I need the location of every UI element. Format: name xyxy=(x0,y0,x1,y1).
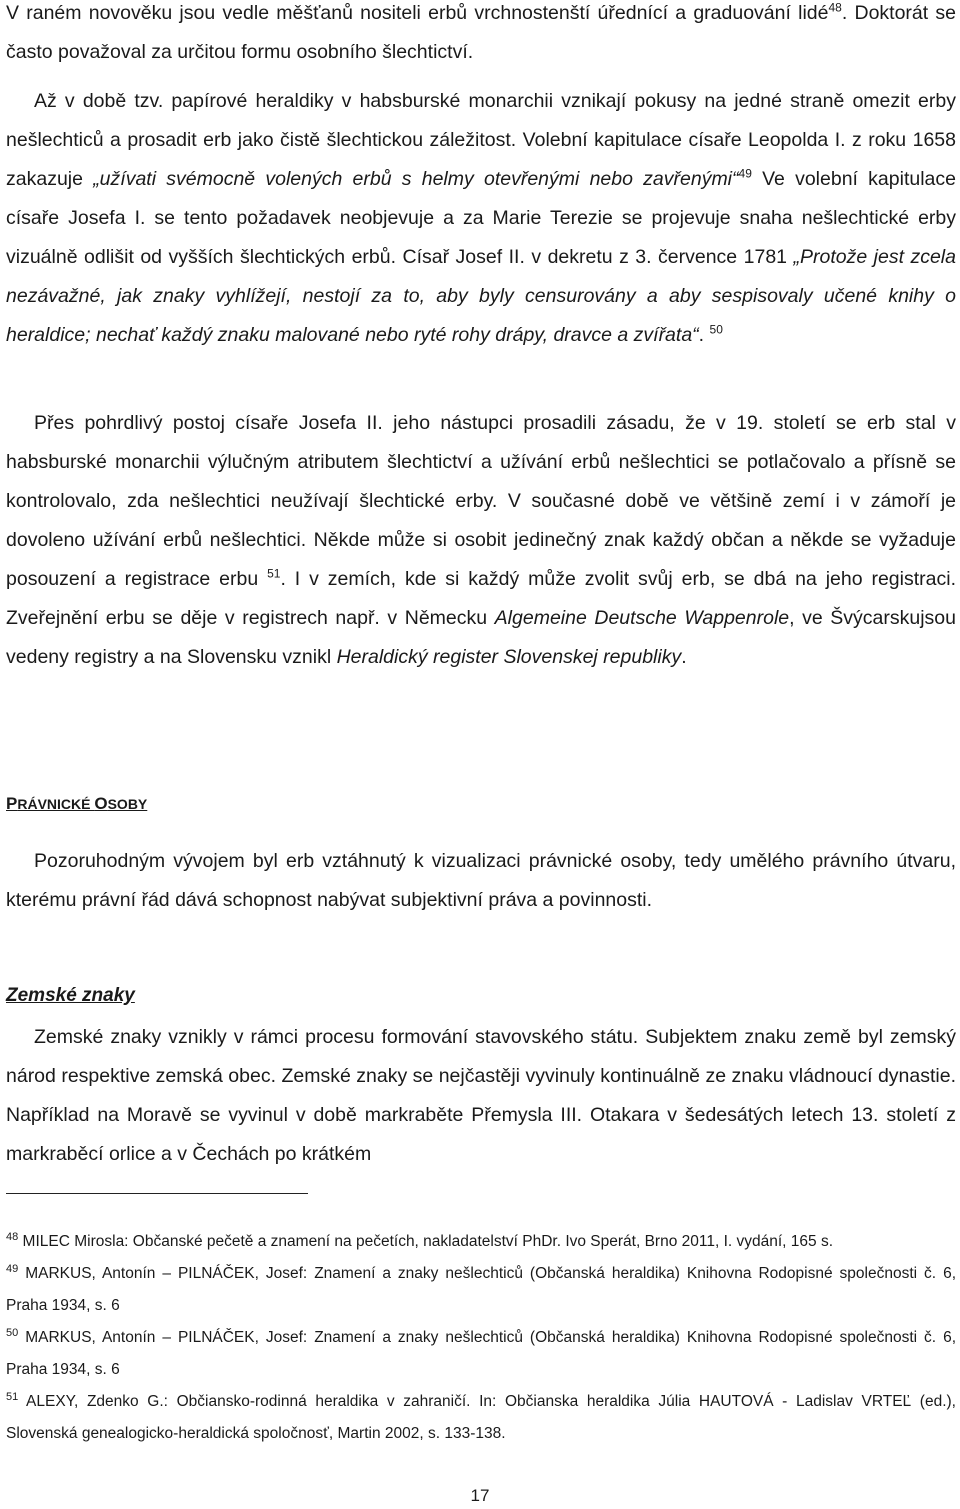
footnote-ref-49[interactable]: 49 xyxy=(738,166,752,181)
page-number: 17 xyxy=(470,1486,490,1505)
footnote-separator xyxy=(6,1193,308,1194)
quote-leopold: „užívati svémocně volených erbů s helmy otevřenými nebo zavřenými“ xyxy=(93,168,739,190)
footnote-50: $^{50}$ MARKUS, Antonín – PILNÁČEK, Josef: Znamení a znaky nešlechticů (Občanská heraldika) Knihovna Rodopisné společnosti č. 6, Praha 1934, s. 6 xyxy=(6,1326,956,1378)
paragraph-zemske-znaky: Zemské znaky vznikly v rámci procesu formování stavovského státu. Subjektem znaku země byl zemský národ respektive zemská obec. Zemské znaky se nejčastěji vyvinuly kontinuálně ze znaku vládnoucí dynastie. Například na Moravě se vyvinul v době markraběte Přemysla III. Otakara v šedesátých letech 13. století z markraběcí orlice a v Čechách po krátkém xyxy=(6,1026,956,1165)
paragraph-pravnicke-osoby: Pozoruhodným vývojem byl erb vztáhnutý k vizualizaci právnické osoby, tedy umělého právního útvaru, kterému právní řád dává schopnost nabývat subjektivní práva a povinnosti. xyxy=(6,850,956,911)
paragraph-3: Přes pohrdlivý postoj císaře Josefa II. jeho nástupci prosadili zásadu, že v 19. století se erb stal v habsburské monarchii výlučným atributem šlechtictví a užívání erbů nešlechtici se potlačovalo a přísně se kontrolovalo, zda nešlechtici neužívají šlechtické erby. V současné době ve většině zemí i v zámoří je dovoleno užívání erbů nešlechtici. Někde může si osobit jedinečný znak každý občan a někde se vyžaduje posouzení a registrace erbu $^{51}$. I v zemích, kde si každý může zvolit svůj erb, se dbá na jeho registraci. Zveřejnění erbu se děje v registrech např. v Německu Algemeine Deutsche Wappenrole, ve Švýcarskujsou vedeny registry a na Slovensku vznikl Heraldický register Slovenskej republiky. xyxy=(6,412,956,668)
footnote-ref-48[interactable]: 48 xyxy=(828,0,842,15)
footnote-51: $^{51}$ ALEXY, Zdenko G.: Občiansko-rodinná heraldika v zahraničí. In: Občianska heraldika Júlia HAUTOVÁ - Ladislav VRTEĽ (ed.), Slovenská genealogicko-heraldická spoločnosť, Martin 2002, s. 133-138. xyxy=(6,1390,956,1442)
registry-slovakia: Heraldický register Slovenskej republiky xyxy=(336,646,682,668)
footnotes xyxy=(6,1226,956,1450)
section-heading-pravnicke-osoby: PRÁVNICKÉ OSOBY xyxy=(6,794,148,813)
quote-josef: „Protože jest zcela nezávažné, jak znaky vyhlížejí, nestojí za to, aby byly censurovány a aby sespisovaly učené knihy o heraldice; nechať každý znaku malované nebo ryté rohy drápy, dravce a zvířata“ xyxy=(6,246,956,346)
footnote-ref-50[interactable]: 50 xyxy=(709,322,723,337)
footnote-48: $^{48}$ MILEC Mirosla: Občanské pečetě a znamení na pečetích, nakladatelství PhDr. Ivo Sperát, Brno 2011, I. vydání, 165 s. xyxy=(6,1230,834,1250)
paragraph-1: V raném novověku jsou vedle měšťanů nositeli erbů vrchnostenští úřednící a graduování lidé$^{48}$. Doktorát se často považoval za určitou formu osobního šlechtictví. xyxy=(6,0,957,63)
footnote-ref-51[interactable]: 51 xyxy=(267,566,281,581)
footnote-49: $^{49}$ MARKUS, Antonín – PILNÁČEK, Josef: Znamení a znaky nešlechticů (Občanská heraldika) Knihovna Rodopisné společnosti č. 6, Praha 1934, s. 6 xyxy=(6,1262,956,1314)
registry-germany: Algemeine Deutsche Wappenrole xyxy=(494,607,790,629)
section-heading-zemske-znaky: Zemské znaky xyxy=(6,985,135,1006)
paragraph-2: Až v době tzv. papírové heraldiky v habsburské monarchii vznikají pokusy na jedné straně omezit erby nešlechticů a prosadit erb jako čistě šlechtickou záležitost. Volební kapitulace císaře Leopolda I. z roku 1658 zakazuje „užívati svémocně volených erbů s helmy otevřenými nebo zavřenými“$^{49}$ Ve volební kapitulace císaře Josefa I. se tento požadavek neobjevuje a za Marie Terezie se projevuje snaha nešlechtické erby vizuálně odlišit od vyšších šlechtických erbů. Císař Josef II. v dekretu z 3. července 1781 „Protože jest zcela nezávažné, jak znaky vyhlížejí, nestojí za to, aby byly censurovány a aby sespisovaly učené knihy o heraldice; nechať každý znaku malované nebo ryté rohy drápy, dravce a zvířata“. $^{50}$ xyxy=(6,90,956,346)
